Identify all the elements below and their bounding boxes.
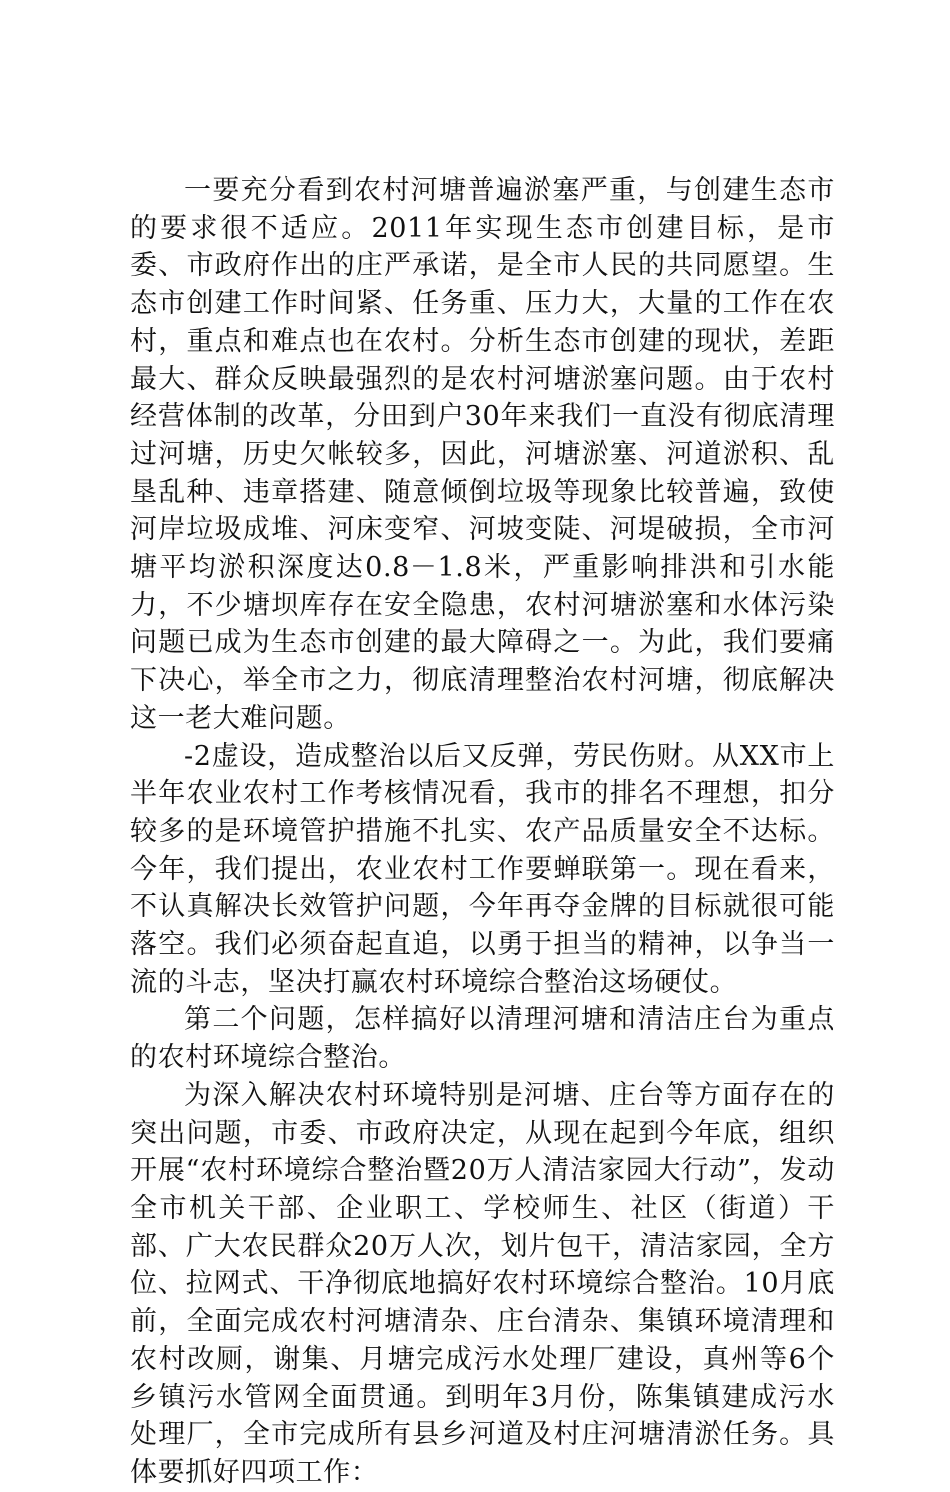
- paragraph-second-question: 第二个问题，怎样搞好以清理河塘和清洁庄台为重点的农村环境综合整治。: [130, 1004, 835, 1074]
- paragraph-river-silting: 一要充分看到农村河塘普遍淤塞严重，与创建生态市的要求很不适应。2011年实现生态市创建目标，是市委、市政府作出的庄严承诺，是全市人民的共同愿望。生态市创建工作时间紧、任务重、压力大，大量的工作在农村，重点和难点也在农村。分析生态市创建的现状，差距最大、群众反映最强烈的是农村河塘淤塞问题。由于农村经营体制的改革，分田到户30年来我们一直没有彻底清理过河塘，历史欠帐较多，因此，河塘淤塞、河道淤积、乱垦乱种、违章搭建、随意倾倒垃圾等现象比较普遍，致使河岸垃圾成堆、河床变窄、河坡变陡、河堤破损，全市河塘平均淤积深度达0.8－1.8米，严重影响排洪和引水能力，不少塘坝库存在安全隐患，农村河塘淤塞和水体污染问题已成为生态市创建的最大障碍之一。为此，我们要痛下决心，举全市之力，彻底清理整治农村河塘，彻底解决这一老大难问题。: [130, 175, 835, 734]
- paragraph-long-term-maintenance: -2虚设，造成整治以后又反弹，劳民伤财。从XX市上半年农业农村工作考核情况看，我市的排名不理想，扣分较多的是环境管护措施不扎实、农产品质量安全不达标。今年，我们提出，农业农村工作要蝉联第一。现在看来，不认真解决长效管护问题，今年再夺金牌的目标就很可能落空。我们必须奋起直追，以勇于担当的精神，以争当一流的斗志，坚决打赢农村环境综合整治这场硬仗。: [130, 740, 835, 998]
- paragraph-campaign-plan: 为深入解决农村环境特别是河塘、庄台等方面存在的突出问题，市委、市政府决定，从现在起到今年底，组织开展“农村环境综合整治暨20万人清洁家园大行动”，发动全市机关干部、企业职工、学校师生、社区（街道）干部、广大农民群众20万人次，划片包干，清洁家园，全方位、拉网式、干净彻底地搞好农村环境综合整治。10月底前，全面完成农村河塘清杂、庄台清杂、集镇环境清理和农村改厕，谢集、月塘完成污水处理厂建设，真州等6个乡镇污水管网全面贯通。到明年3月份，陈集镇建成污水处理厂，全市完成所有县乡河道及村庄河塘清淤任务。具体要抓好四项工作：: [130, 1079, 835, 1488]
- document-body: [130, 172, 835, 1492]
